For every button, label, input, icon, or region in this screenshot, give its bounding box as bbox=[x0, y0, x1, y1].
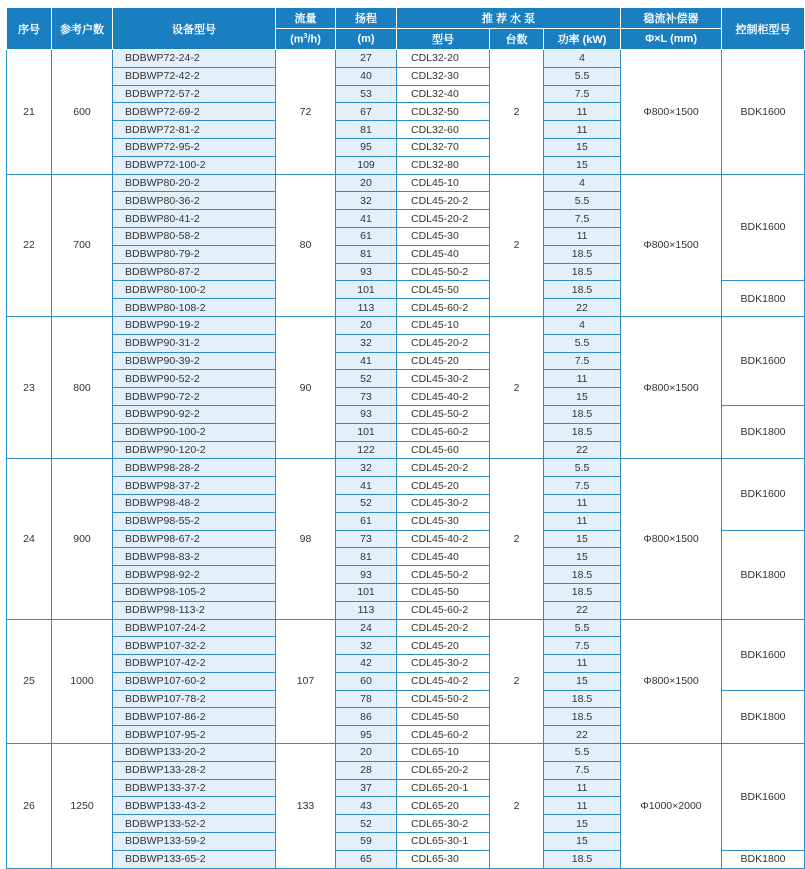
cabinet-cell: BDK1600 bbox=[722, 50, 805, 175]
pump-selection-table bbox=[6, 7, 805, 869]
pump-model-cell: CDL65-30-2 bbox=[397, 815, 490, 833]
flow-cell: 133 bbox=[276, 744, 336, 869]
pump-model-cell: CDL32-80 bbox=[397, 156, 490, 174]
pump-model-cell: CDL45-60-2 bbox=[397, 423, 490, 441]
head-cell: 78 bbox=[336, 690, 397, 708]
head-cell: 101 bbox=[336, 281, 397, 299]
head-cell: 32 bbox=[336, 192, 397, 210]
header-pump-count: 台数 bbox=[490, 29, 544, 50]
pump-model-cell: CDL45-60-2 bbox=[397, 299, 490, 317]
pump-model-cell: CDL45-20 bbox=[397, 477, 490, 495]
power-cell: 5.5 bbox=[544, 67, 621, 85]
power-cell: 11 bbox=[544, 370, 621, 388]
cabinet-cell: BDK1600 bbox=[722, 174, 805, 281]
model-cell: BDBWP107-78-2 bbox=[113, 690, 276, 708]
model-cell: BDBWP107-95-2 bbox=[113, 726, 276, 744]
head-cell: 73 bbox=[336, 530, 397, 548]
power-cell: 7.5 bbox=[544, 352, 621, 370]
model-cell: BDBWP98-37-2 bbox=[113, 477, 276, 495]
head-cell: 42 bbox=[336, 655, 397, 673]
power-cell: 11 bbox=[544, 779, 621, 797]
pump-model-cell: CDL45-10 bbox=[397, 316, 490, 334]
table-row bbox=[7, 459, 805, 477]
model-cell: BDBWP133-59-2 bbox=[113, 833, 276, 851]
pump-model-cell: CDL45-50 bbox=[397, 583, 490, 601]
model-cell: BDBWP72-100-2 bbox=[113, 156, 276, 174]
pump-model-cell: CDL32-20 bbox=[397, 50, 490, 68]
head-cell: 43 bbox=[336, 797, 397, 815]
head-cell: 41 bbox=[336, 477, 397, 495]
power-cell: 4 bbox=[544, 50, 621, 68]
pump-model-cell: CDL65-20-2 bbox=[397, 761, 490, 779]
power-cell: 15 bbox=[544, 548, 621, 566]
power-cell: 18.5 bbox=[544, 281, 621, 299]
cabinet-cell: BDK1600 bbox=[722, 459, 805, 530]
pump-model-cell: CDL65-20-1 bbox=[397, 779, 490, 797]
model-cell: BDBWP107-24-2 bbox=[113, 619, 276, 637]
model-cell: BDBWP90-39-2 bbox=[113, 352, 276, 370]
table-row bbox=[7, 619, 805, 637]
pump-count-cell: 2 bbox=[490, 50, 544, 175]
households-cell: 900 bbox=[52, 459, 113, 619]
power-cell: 4 bbox=[544, 174, 621, 192]
power-cell: 18.5 bbox=[544, 583, 621, 601]
model-cell: BDBWP133-20-2 bbox=[113, 744, 276, 762]
model-cell: BDBWP72-69-2 bbox=[113, 103, 276, 121]
model-cell: BDBWP107-32-2 bbox=[113, 637, 276, 655]
pump-model-cell: CDL32-50 bbox=[397, 103, 490, 121]
pump-model-cell: CDL45-50-2 bbox=[397, 263, 490, 281]
power-cell: 5.5 bbox=[544, 619, 621, 637]
pump-model-cell: CDL45-20-2 bbox=[397, 334, 490, 352]
header-households: 参考户数 bbox=[52, 8, 113, 50]
model-cell: BDBWP80-41-2 bbox=[113, 210, 276, 228]
model-cell: BDBWP107-42-2 bbox=[113, 655, 276, 673]
head-cell: 52 bbox=[336, 494, 397, 512]
model-cell: BDBWP72-24-2 bbox=[113, 50, 276, 68]
pump-model-cell: CDL45-50-2 bbox=[397, 566, 490, 584]
model-cell: BDBWP80-36-2 bbox=[113, 192, 276, 210]
model-cell: BDBWP133-37-2 bbox=[113, 779, 276, 797]
pump-model-cell: CDL45-30-2 bbox=[397, 370, 490, 388]
power-cell: 18.5 bbox=[544, 245, 621, 263]
model-cell: BDBWP133-28-2 bbox=[113, 761, 276, 779]
head-cell: 61 bbox=[336, 512, 397, 530]
model-cell: BDBWP107-86-2 bbox=[113, 708, 276, 726]
stabilizer-cell: Φ800×1500 bbox=[621, 619, 722, 744]
header-head: 扬程 bbox=[336, 8, 397, 29]
head-cell: 93 bbox=[336, 405, 397, 423]
model-cell: BDBWP80-79-2 bbox=[113, 245, 276, 263]
cabinet-cell: BDK1800 bbox=[722, 405, 805, 458]
head-cell: 27 bbox=[336, 50, 397, 68]
head-cell: 101 bbox=[336, 423, 397, 441]
head-cell: 41 bbox=[336, 210, 397, 228]
power-cell: 18.5 bbox=[544, 405, 621, 423]
pump-model-cell: CDL65-30 bbox=[397, 850, 490, 868]
pump-model-cell: CDL45-20-2 bbox=[397, 192, 490, 210]
head-cell: 53 bbox=[336, 85, 397, 103]
model-cell: BDBWP80-20-2 bbox=[113, 174, 276, 192]
pump-model-cell: CDL45-20-2 bbox=[397, 210, 490, 228]
pump-model-cell: CDL45-60-2 bbox=[397, 726, 490, 744]
power-cell: 7.5 bbox=[544, 477, 621, 495]
model-cell: BDBWP98-105-2 bbox=[113, 583, 276, 601]
head-cell: 52 bbox=[336, 370, 397, 388]
pump-model-cell: CDL45-50 bbox=[397, 708, 490, 726]
head-cell: 65 bbox=[336, 850, 397, 868]
model-cell: BDBWP98-55-2 bbox=[113, 512, 276, 530]
flow-cell: 107 bbox=[276, 619, 336, 744]
head-cell: 93 bbox=[336, 566, 397, 584]
seq-cell: 24 bbox=[7, 459, 52, 619]
cabinet-cell: BDK1800 bbox=[722, 530, 805, 619]
head-cell: 113 bbox=[336, 601, 397, 619]
households-cell: 800 bbox=[52, 316, 113, 458]
households-cell: 600 bbox=[52, 50, 113, 175]
table-body bbox=[7, 50, 805, 869]
head-cell: 20 bbox=[336, 174, 397, 192]
pump-model-cell: CDL45-10 bbox=[397, 174, 490, 192]
power-cell: 15 bbox=[544, 388, 621, 406]
head-cell: 32 bbox=[336, 459, 397, 477]
model-cell: BDBWP133-65-2 bbox=[113, 850, 276, 868]
head-cell: 32 bbox=[336, 637, 397, 655]
model-cell: BDBWP133-43-2 bbox=[113, 797, 276, 815]
model-cell: BDBWP72-95-2 bbox=[113, 138, 276, 156]
stabilizer-cell: Φ800×1500 bbox=[621, 50, 722, 175]
cabinet-cell: BDK1800 bbox=[722, 690, 805, 743]
households-cell: 1000 bbox=[52, 619, 113, 744]
model-cell: BDBWP107-60-2 bbox=[113, 672, 276, 690]
header-flow: 流量 bbox=[276, 8, 336, 29]
head-cell: 24 bbox=[336, 619, 397, 637]
households-cell: 1250 bbox=[52, 744, 113, 869]
model-cell: BDBWP72-81-2 bbox=[113, 121, 276, 139]
pump-model-cell: CDL45-40-2 bbox=[397, 388, 490, 406]
flow-unit-sup: 3 bbox=[303, 32, 308, 40]
model-cell: BDBWP90-19-2 bbox=[113, 316, 276, 334]
model-cell: BDBWP98-67-2 bbox=[113, 530, 276, 548]
pump-model-cell: CDL65-30-1 bbox=[397, 833, 490, 851]
header-cabinet: 控制柜型号 bbox=[722, 8, 805, 50]
header-flow-unit bbox=[276, 29, 336, 50]
power-cell: 11 bbox=[544, 494, 621, 512]
head-cell: 95 bbox=[336, 138, 397, 156]
cabinet-cell: BDK1800 bbox=[722, 281, 805, 317]
head-cell: 122 bbox=[336, 441, 397, 459]
model-cell: BDBWP98-28-2 bbox=[113, 459, 276, 477]
pump-model-cell: CDL32-40 bbox=[397, 85, 490, 103]
power-cell: 15 bbox=[544, 833, 621, 851]
pump-model-cell: CDL32-70 bbox=[397, 138, 490, 156]
power-cell: 11 bbox=[544, 797, 621, 815]
pump-count-cell: 2 bbox=[490, 174, 544, 316]
pump-model-cell: CDL45-30 bbox=[397, 512, 490, 530]
model-cell: BDBWP72-57-2 bbox=[113, 85, 276, 103]
head-cell: 81 bbox=[336, 121, 397, 139]
power-cell: 5.5 bbox=[544, 334, 621, 352]
flow-cell: 98 bbox=[276, 459, 336, 619]
model-cell: BDBWP133-52-2 bbox=[113, 815, 276, 833]
power-cell: 7.5 bbox=[544, 85, 621, 103]
seq-cell: 25 bbox=[7, 619, 52, 744]
power-cell: 11 bbox=[544, 227, 621, 245]
pump-model-cell: CDL45-50-2 bbox=[397, 405, 490, 423]
cabinet-cell: BDK1600 bbox=[722, 316, 805, 405]
stabilizer-cell: Φ800×1500 bbox=[621, 174, 722, 316]
power-cell: 11 bbox=[544, 655, 621, 673]
flow-unit-post: /h) bbox=[307, 33, 321, 46]
power-cell: 5.5 bbox=[544, 744, 621, 762]
pump-model-cell: CDL45-20 bbox=[397, 352, 490, 370]
spec-sheet bbox=[6, 7, 805, 869]
cabinet-cell: BDK1800 bbox=[722, 850, 805, 868]
model-cell: BDBWP90-100-2 bbox=[113, 423, 276, 441]
pump-model-cell: CDL65-20 bbox=[397, 797, 490, 815]
pump-model-cell: CDL45-50-2 bbox=[397, 690, 490, 708]
model-cell: BDBWP80-100-2 bbox=[113, 281, 276, 299]
power-cell: 11 bbox=[544, 121, 621, 139]
power-cell: 7.5 bbox=[544, 761, 621, 779]
pump-model-cell: CDL45-20 bbox=[397, 637, 490, 655]
power-cell: 22 bbox=[544, 601, 621, 619]
power-cell: 18.5 bbox=[544, 690, 621, 708]
pump-count-cell: 2 bbox=[490, 619, 544, 744]
flow-cell: 80 bbox=[276, 174, 336, 316]
head-cell: 113 bbox=[336, 299, 397, 317]
pump-count-cell: 2 bbox=[490, 459, 544, 619]
model-cell: BDBWP90-120-2 bbox=[113, 441, 276, 459]
pump-model-cell: CDL45-30 bbox=[397, 227, 490, 245]
model-cell: BDBWP90-52-2 bbox=[113, 370, 276, 388]
pump-model-cell: CDL45-60-2 bbox=[397, 601, 490, 619]
power-cell: 15 bbox=[544, 672, 621, 690]
table-row bbox=[7, 744, 805, 762]
seq-cell: 21 bbox=[7, 50, 52, 175]
model-cell: BDBWP90-31-2 bbox=[113, 334, 276, 352]
model-cell: BDBWP72-42-2 bbox=[113, 67, 276, 85]
head-cell: 52 bbox=[336, 815, 397, 833]
power-cell: 18.5 bbox=[544, 423, 621, 441]
power-cell: 22 bbox=[544, 726, 621, 744]
head-cell: 20 bbox=[336, 744, 397, 762]
pump-model-cell: CDL45-20-2 bbox=[397, 619, 490, 637]
power-cell: 5.5 bbox=[544, 459, 621, 477]
stabilizer-cell: Φ800×1500 bbox=[621, 459, 722, 619]
flow-unit-pre: (m bbox=[290, 33, 304, 46]
head-cell: 20 bbox=[336, 316, 397, 334]
power-cell: 7.5 bbox=[544, 210, 621, 228]
table-row bbox=[7, 174, 805, 192]
head-cell: 60 bbox=[336, 672, 397, 690]
power-cell: 18.5 bbox=[544, 850, 621, 868]
model-cell: BDBWP98-83-2 bbox=[113, 548, 276, 566]
power-cell: 7.5 bbox=[544, 637, 621, 655]
model-cell: BDBWP80-58-2 bbox=[113, 227, 276, 245]
head-cell: 101 bbox=[336, 583, 397, 601]
head-cell: 40 bbox=[336, 67, 397, 85]
model-cell: BDBWP90-92-2 bbox=[113, 405, 276, 423]
model-cell: BDBWP80-108-2 bbox=[113, 299, 276, 317]
stabilizer-cell: Φ800×1500 bbox=[621, 316, 722, 458]
pump-model-cell: CDL45-40-2 bbox=[397, 530, 490, 548]
head-cell: 59 bbox=[336, 833, 397, 851]
header-stabilizer-unit: Φ×L (mm) bbox=[621, 29, 722, 50]
pump-model-cell: CDL45-20-2 bbox=[397, 459, 490, 477]
header-stabilizer: 稳流补偿器 bbox=[621, 8, 722, 29]
pump-model-cell: CDL45-40-2 bbox=[397, 672, 490, 690]
power-cell: 4 bbox=[544, 316, 621, 334]
power-cell: 18.5 bbox=[544, 566, 621, 584]
households-cell: 700 bbox=[52, 174, 113, 316]
pump-model-cell: CDL45-50 bbox=[397, 281, 490, 299]
header-model: 设备型号 bbox=[113, 8, 276, 50]
model-cell: BDBWP98-92-2 bbox=[113, 566, 276, 584]
header-seq: 序号 bbox=[7, 8, 52, 50]
seq-cell: 26 bbox=[7, 744, 52, 869]
power-cell: 15 bbox=[544, 815, 621, 833]
table-header bbox=[7, 8, 805, 50]
flow-cell: 90 bbox=[276, 316, 336, 458]
head-cell: 32 bbox=[336, 334, 397, 352]
head-cell: 93 bbox=[336, 263, 397, 281]
power-cell: 11 bbox=[544, 512, 621, 530]
seq-cell: 22 bbox=[7, 174, 52, 316]
model-cell: BDBWP80-87-2 bbox=[113, 263, 276, 281]
head-cell: 28 bbox=[336, 761, 397, 779]
table-row bbox=[7, 316, 805, 334]
cabinet-cell: BDK1600 bbox=[722, 744, 805, 851]
header-pump: 推 荐 水 泵 bbox=[397, 8, 621, 29]
head-cell: 86 bbox=[336, 708, 397, 726]
head-cell: 73 bbox=[336, 388, 397, 406]
power-cell: 22 bbox=[544, 299, 621, 317]
header-head-unit: (m) bbox=[336, 29, 397, 50]
pump-model-cell: CDL45-30-2 bbox=[397, 655, 490, 673]
pump-model-cell: CDL45-40 bbox=[397, 245, 490, 263]
flow-cell: 72 bbox=[276, 50, 336, 175]
stabilizer-cell: Φ1000×2000 bbox=[621, 744, 722, 869]
pump-count-cell: 2 bbox=[490, 744, 544, 869]
power-cell: 15 bbox=[544, 138, 621, 156]
header-pump-power: 功率 (kW) bbox=[544, 29, 621, 50]
pump-model-cell: CDL65-10 bbox=[397, 744, 490, 762]
pump-model-cell: CDL45-30-2 bbox=[397, 494, 490, 512]
head-cell: 41 bbox=[336, 352, 397, 370]
head-cell: 95 bbox=[336, 726, 397, 744]
power-cell: 22 bbox=[544, 441, 621, 459]
head-cell: 67 bbox=[336, 103, 397, 121]
pump-count-cell: 2 bbox=[490, 316, 544, 458]
head-cell: 81 bbox=[336, 245, 397, 263]
pump-model-cell: CDL45-40 bbox=[397, 548, 490, 566]
power-cell: 15 bbox=[544, 530, 621, 548]
pump-model-cell: CDL32-30 bbox=[397, 67, 490, 85]
model-cell: BDBWP90-72-2 bbox=[113, 388, 276, 406]
pump-model-cell: CDL32-60 bbox=[397, 121, 490, 139]
power-cell: 11 bbox=[544, 103, 621, 121]
power-cell: 5.5 bbox=[544, 192, 621, 210]
power-cell: 15 bbox=[544, 156, 621, 174]
head-cell: 37 bbox=[336, 779, 397, 797]
cabinet-cell: BDK1600 bbox=[722, 619, 805, 690]
seq-cell: 23 bbox=[7, 316, 52, 458]
power-cell: 18.5 bbox=[544, 708, 621, 726]
head-cell: 109 bbox=[336, 156, 397, 174]
head-cell: 81 bbox=[336, 548, 397, 566]
power-cell: 18.5 bbox=[544, 263, 621, 281]
table-row bbox=[7, 50, 805, 68]
model-cell: BDBWP98-48-2 bbox=[113, 494, 276, 512]
model-cell: BDBWP98-113-2 bbox=[113, 601, 276, 619]
header-pump-model: 型号 bbox=[397, 29, 490, 50]
pump-model-cell: CDL45-60 bbox=[397, 441, 490, 459]
head-cell: 61 bbox=[336, 227, 397, 245]
